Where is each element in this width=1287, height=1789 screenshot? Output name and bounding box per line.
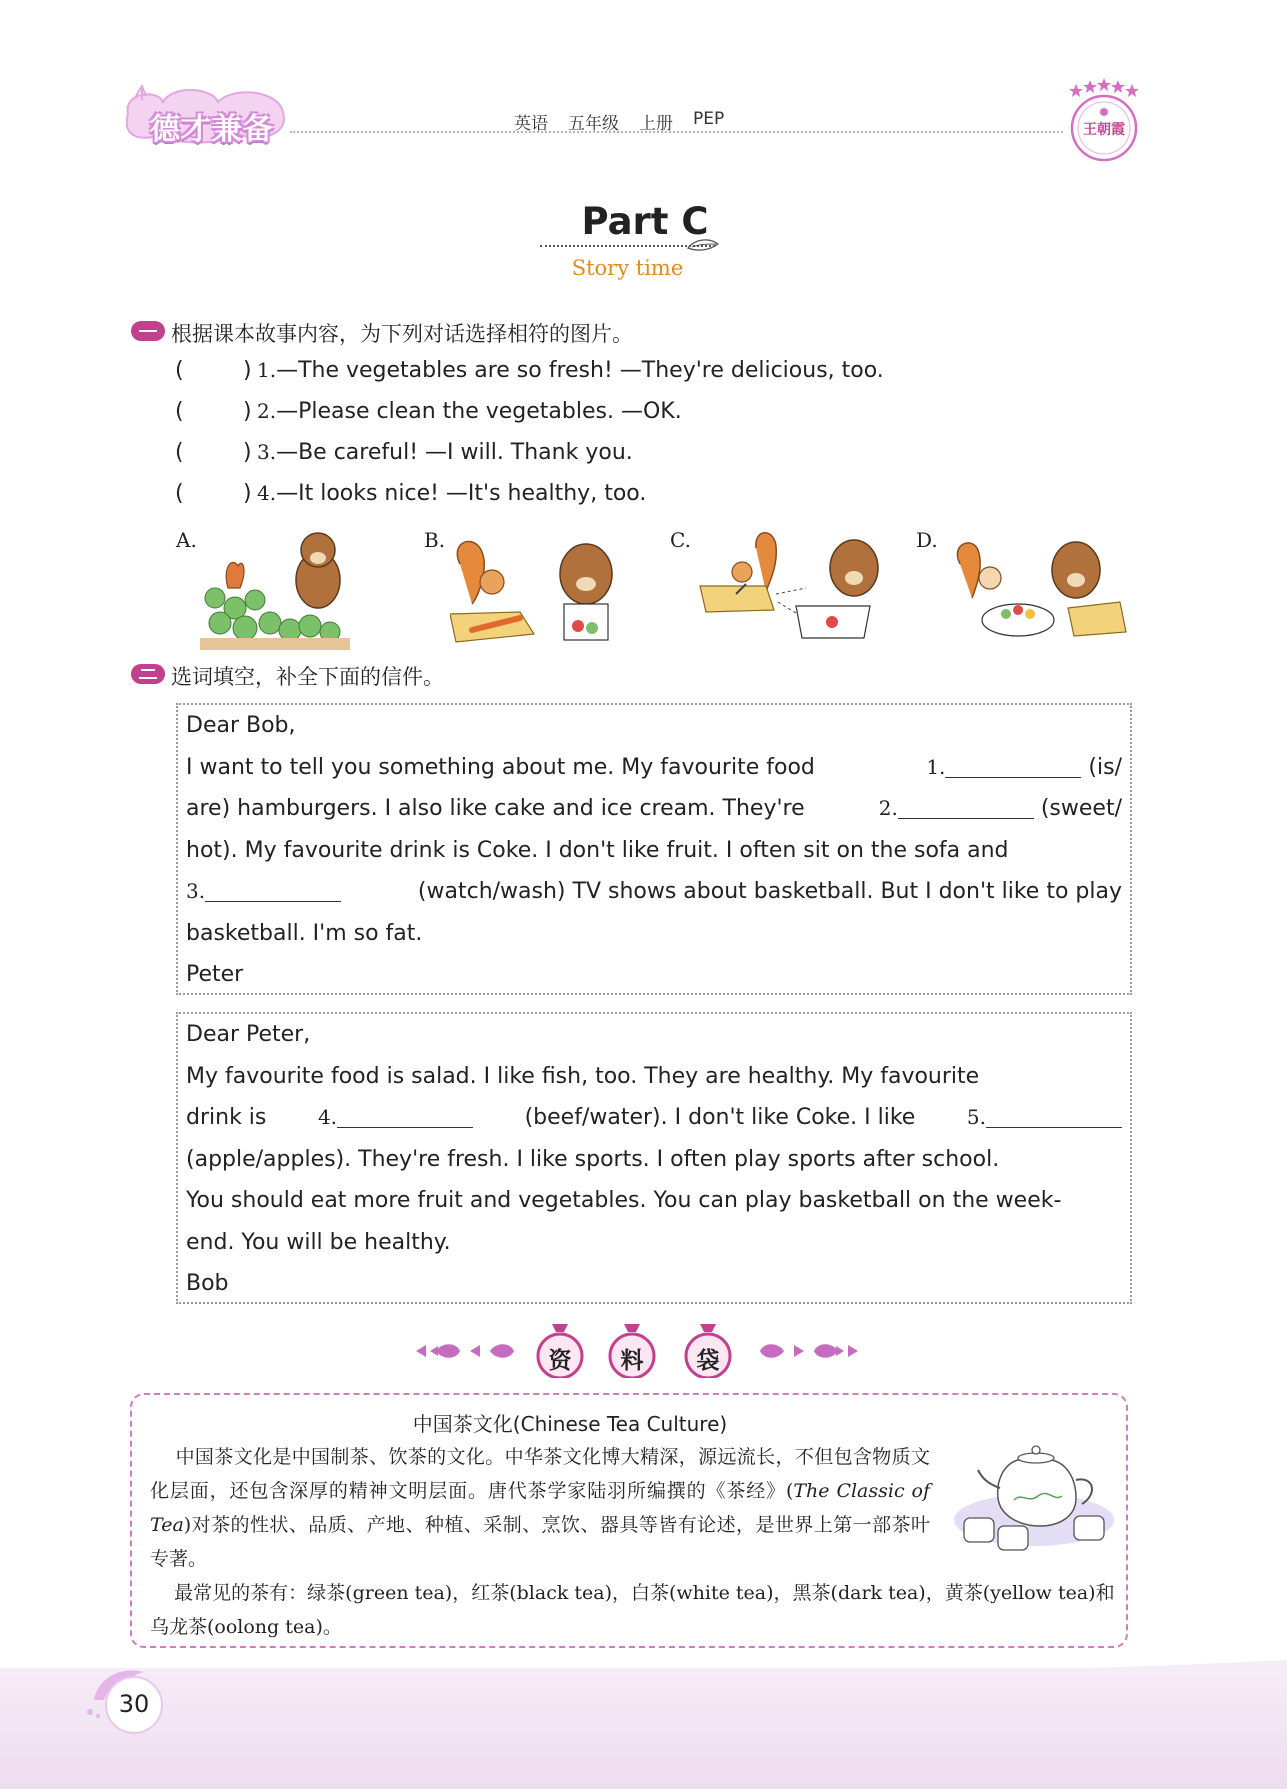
leaf-flourish-icon	[686, 236, 720, 254]
answer-blank-2[interactable]: (	[175, 399, 184, 424]
letter-peter-line-5: basketball. I'm so fat.	[186, 920, 423, 946]
picture-label-b: B.	[424, 528, 446, 552]
letter-peter-line-2: are) hamburgers. I also like cake and ice cream. They're 2. (sweet/	[186, 796, 1122, 821]
question-1: ( ) 1.—The vegetables are so fresh! —They're delicious, too.	[175, 358, 884, 383]
header-subject: 英语	[514, 114, 548, 134]
section-two-badge	[131, 664, 165, 684]
svg-text:王朝霞: 王朝霞	[1083, 122, 1125, 138]
bag-label-2: 料	[620, 1348, 644, 1374]
picture-c-knife	[696, 528, 896, 646]
letter-bob	[186, 1014, 1122, 1305]
answer-blank-3[interactable]: (	[175, 440, 184, 465]
letter-peter-greeting: Dear Bob,	[186, 713, 296, 738]
picture-label-a: A.	[176, 528, 197, 552]
letter-bob-line-5: end. You will be healthy.	[186, 1229, 451, 1255]
picture-d-salad	[950, 528, 1130, 646]
fill-blank-5[interactable]	[986, 1106, 1122, 1128]
answer-blank-1[interactable]: (	[175, 358, 184, 383]
question-4: ( ) 4.—It looks nice! —It's healthy, too.	[175, 481, 647, 506]
letter-peter-line-3: hot). My favourite drink is Coke. I don't like fruit. I often sit on the sofa and	[186, 837, 1009, 863]
publisher-seal-icon	[1062, 78, 1142, 164]
part-subtitle: Story time	[571, 256, 684, 280]
question-2: ( ) 2.—Please clean the vegetables. —OK.	[175, 399, 682, 424]
header-grade: 五年级	[568, 114, 619, 134]
teapot-icon	[944, 1440, 1124, 1560]
fill-blank-3[interactable]	[205, 880, 341, 902]
answer-blank-4[interactable]: (	[175, 481, 184, 506]
brand-title: 德才兼备	[150, 112, 274, 147]
fill-blank-4[interactable]	[337, 1106, 473, 1128]
fill-blank-1[interactable]	[945, 756, 1081, 778]
picture-label-c: C.	[670, 528, 691, 552]
header-edition: PEP	[693, 109, 725, 129]
picture-b-cleaning	[450, 534, 630, 646]
picture-a-garden	[200, 528, 350, 650]
fill-blank-2[interactable]	[898, 797, 1034, 819]
info-paragraph-1: 中国茶文化是中国制茶、饮茶的文化。中华茶文化博大精深，源远流长，不但包含物质文化层面，还包含深厚的精神文明层面。唐代茶学家陆羽所编撰的《茶经》(The Classic of Tea)对茶的性状、品质、产地、种植、采制、烹饮、器具等皆有论述，是世界上第一部茶叶专著。	[150, 1446, 930, 1570]
section-two-title: 选词填空，补全下面的信件。	[171, 665, 444, 689]
bottom-band	[0, 1668, 1287, 1789]
info-paragraph-2: 最常见的茶有：绿茶(green tea)，红茶(black tea)，白茶(white tea)，黑茶(dark tea)，黄茶(yellow tea)和乌龙茶(oolong tea)。	[150, 1582, 1115, 1638]
letter-bob-line-3: (apple/apples). They're fresh. I like sports. I often play sports after school.	[186, 1146, 1000, 1172]
fish-decoration-right-icon	[752, 1336, 862, 1366]
header-volume: 上册	[639, 114, 673, 134]
letter-peter-line-4: 3. (watch/wash) TV shows about basketball. But I don't like to play	[186, 879, 1122, 904]
letter-bob-greeting: Dear Peter,	[186, 1022, 311, 1047]
bag-label-3: 袋	[696, 1348, 720, 1374]
part-title: Part C	[581, 200, 709, 243]
letter-bob-line-1: My favourite food is salad. I like fish, too. They are healthy. My favourite	[186, 1063, 980, 1089]
section-one-badge	[131, 321, 165, 341]
letter-bob-signature: Bob	[186, 1271, 229, 1296]
picture-label-d: D.	[916, 528, 938, 552]
letter-peter	[186, 705, 1122, 996]
question-3: ( ) 3.—Be careful! —I will. Thank you.	[175, 440, 633, 465]
header-meta	[514, 109, 724, 134]
letter-bob-line-2: drink is 4. (beef/water). I don't like Coke. I like 5.	[186, 1097, 1122, 1139]
letter-bob-line-4: You should eat more fruit and vegetables. You can play basketball on the week-	[186, 1188, 1062, 1213]
section-one-title: 根据课本故事内容，为下列对话选择相符的图片。	[171, 322, 633, 346]
letter-peter-line-1: I want to tell you something about me. My favourite food 1. (is/	[186, 754, 1122, 780]
page-number: 30	[118, 1690, 150, 1718]
fish-decoration-left-icon	[412, 1336, 522, 1366]
info-title: 中国茶文化(Chinese Tea Culture)	[412, 1412, 728, 1436]
bag-label-1: 资	[548, 1348, 572, 1374]
letter-peter-signature: Peter	[186, 962, 244, 987]
